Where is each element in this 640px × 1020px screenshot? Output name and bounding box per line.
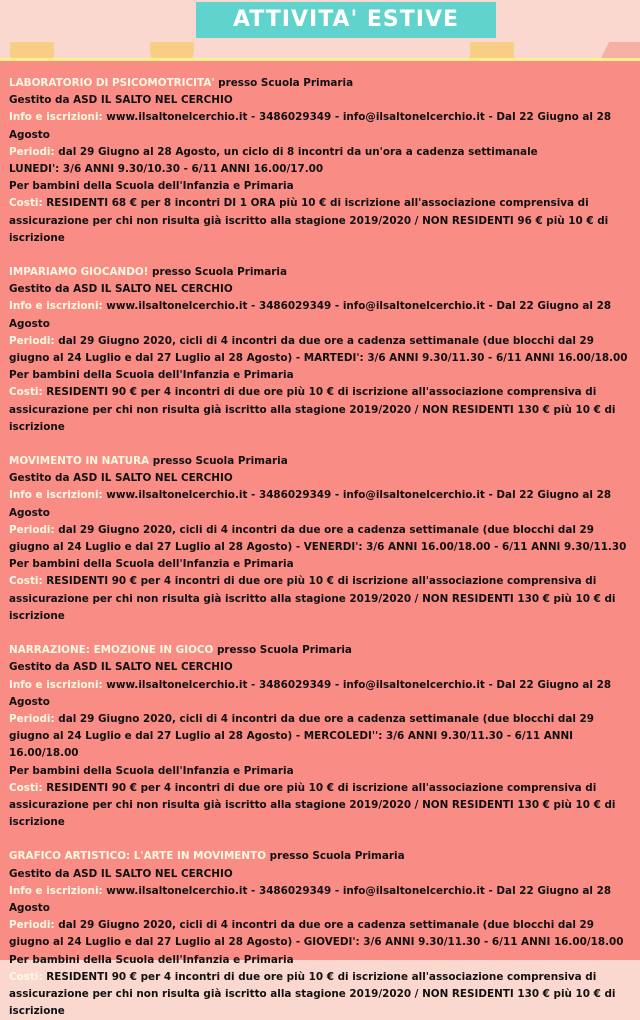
costi-label: Costi:: [9, 781, 43, 794]
periodi-text: dal 29 Giugno al 28 Agosto, un ciclo di 8 incontri da un'ora a cadenza settimanale: [54, 145, 538, 158]
activity-location: presso Scuola Primaria: [148, 266, 287, 279]
periodi-label: Periodi:: [9, 145, 55, 158]
activity-location: presso Scuola Primaria: [214, 77, 354, 89]
info-label: Info e iscrizioni:: [9, 884, 103, 897]
costi-text: RESIDENTI 90 € per 4 incontri di due ore più 10 € di iscrizione all'associazione comprensiva di assicurazione per chi non risulta già iscritto alla stagione 2019/2020 / NON RESIDENTI 130 € più 10 € di iscrizione: [9, 970, 616, 1018]
activity-section: [9, 75, 634, 247]
costi-text: RESIDENTI 90 € per 4 incontri di due ore più 10 € di iscrizione all'associazione comprensiva di assicurazione per chi non risulta già iscritto alla stagione 2019/2020 / NON RESIDENTI 130 € più 10 € di iscrizione: [9, 386, 616, 433]
activity-manager: Gestito da ASD IL SALTO NEL CERCHIO: [9, 661, 233, 674]
info-text: www.ilsaltonelcerchio.it - 3486029349 - info@ilsaltonelcerchio.it - Dal 22 Giugno al 28 Agosto: [9, 884, 612, 914]
activity-audience: Per bambini della Scuola dell'Infanzia e Primaria: [9, 558, 294, 571]
activity-schedule: LUNEDI': 3/6 ANNI 9.30/10.30 - 6/11 ANNI 16.00/17.00: [9, 163, 324, 176]
info-label: Info e iscrizioni:: [9, 111, 103, 124]
costi-text: RESIDENTI 90 € per 4 incontri di due ore più 10 € di iscrizione all'associazione comprensiva di assicurazione per chi non risulta già iscritto alla stagione 2019/2020 / NON RESIDENTI 130 € più 10 € di iscrizione: [9, 781, 616, 829]
periodi-text: dal 29 Giugno 2020, cicli di 4 incontri da due ore a cadenza settimanale (due blocchi dal 29 giugno al 24 Luglio e dal 27 Luglio al 28 Agosto) - MARTEDI': 3/6 ANNI 9.30/11.30 - 6/11 ANNI 16.00/18.00: [9, 334, 628, 365]
activity-location: presso Scuola Primaria: [213, 644, 352, 657]
info-text: www.ilsaltonelcerchio.it - 3486029349 - info@ilsaltonelcerchio.it - Dal 22 Giugno al 28 Agosto: [9, 111, 612, 141]
activity-section: [9, 453, 634, 625]
costi-label: Costi:: [9, 970, 43, 983]
activity-title: IMPARIAMO GIOCANDO!: [9, 266, 149, 279]
activity-section: [9, 264, 634, 436]
info-label: Info e iscrizioni:: [9, 678, 103, 691]
activity-title: MOVIMENTO IN NATURA: [9, 455, 150, 468]
periodi-text: dal 29 Giugno 2020, cicli di 4 incontri da due ore a cadenza settimanale (due blocchi dal 29 giugno al 24 Luglio e dal 27 Luglio al 28 Agosto) - GIOVEDI': 3/6 ANNI 9.30/11.30 - 6/11 ANNI 16.00/18.00: [9, 919, 624, 949]
costi-label: Costi:: [9, 575, 43, 588]
activity-manager: Gestito da ASD IL SALTO NEL CERCHIO: [9, 94, 233, 107]
page-title: ATTIVITA' ESTIVE: [196, 2, 496, 38]
activity-title: NARRAZIONE: EMOZIONE IN GIOCO: [9, 644, 214, 657]
activities-panel: [0, 58, 640, 1018]
activity-location: presso Scuola Primaria: [149, 455, 288, 468]
costi-label: Costi:: [9, 386, 43, 399]
costi-label: Costi:: [9, 197, 43, 210]
activity-manager: Gestito da ASD IL SALTO NEL CERCHIO: [9, 472, 233, 485]
activity-title: LABORATORIO DI PSICOMOTRICITA': [9, 77, 215, 89]
activity-manager: Gestito da ASD IL SALTO NEL CERCHIO: [9, 867, 233, 880]
periodi-text: dal 29 Giugno 2020, cicli di 4 incontri da due ore a cadenza settimanale (due blocchi dal 29 giugno al 24 Luglio e dal 27 Luglio al 28 Agosto) - MERCOLEDI'': 3/6 ANNI 9.30/11.30 - 6/11 ANNI 16.00/18.00: [9, 712, 594, 760]
info-text: www.ilsaltonelcerchio.it - 3486029349 - info@ilsaltonelcerchio.it - Dal 22 Giugno al 28 Agosto: [9, 678, 612, 708]
activity-section: [9, 848, 634, 1020]
activity-manager: Gestito da ASD IL SALTO NEL CERCHIO: [9, 283, 233, 296]
activity-section: [9, 642, 634, 831]
costi-text: RESIDENTI 68 € per 8 incontri DI 1 ORA più 10 € di iscrizione all'associazione comprensiva di assicurazione per chi non risulta già iscritto alla stagione 2019/2020 / NON RESIDENTI 96 € più 10 € di iscrizione: [9, 197, 609, 244]
activity-audience: Per bambini della Scuola dell'Infanzia e Primaria: [9, 953, 294, 966]
periodi-label: Periodi:: [9, 712, 55, 725]
activity-title: GRAFICO ARTISTICO: L'ARTE IN MOVIMENTO: [9, 850, 267, 863]
periodi-label: Periodi:: [9, 334, 55, 347]
info-label: Info e iscrizioni:: [9, 300, 103, 313]
info-text: www.ilsaltonelcerchio.it - 3486029349 - info@ilsaltonelcerchio.it - Dal 22 Giugno al 28 Agosto: [9, 300, 612, 330]
info-text: www.ilsaltonelcerchio.it - 3486029349 - info@ilsaltonelcerchio.it - Dal 22 Giugno al 28 Agosto: [9, 489, 612, 519]
periodi-text: dal 29 Giugno 2020, cicli di 4 incontri da due ore a cadenza settimanale (due blocchi dal 29 giugno al 24 Luglio e dal 27 Luglio al 28 Agosto) - VENERDI': 3/6 ANNI 16.00/18.00 - 6/11 ANNI 9.30/11.30: [9, 523, 627, 554]
activity-audience: Per bambini della Scuola dell'Infanzia e Primaria: [9, 764, 294, 777]
periodi-label: Periodi:: [9, 919, 55, 932]
activity-audience: Per bambini della Scuola dell'Infanzia e Primaria: [9, 180, 294, 193]
periodi-label: Periodi:: [9, 523, 55, 536]
costi-text: RESIDENTI 90 € per 4 incontri di due ore più 10 € di iscrizione all'associazione comprensiva di assicurazione per chi non risulta già iscritto alla stagione 2019/2020 / NON RESIDENTI 130 € più 10 € di iscrizione: [9, 575, 616, 622]
info-label: Info e iscrizioni:: [9, 489, 103, 502]
activity-location: presso Scuola Primaria: [266, 850, 405, 863]
activity-audience: Per bambini della Scuola dell'Infanzia e Primaria: [9, 369, 294, 382]
